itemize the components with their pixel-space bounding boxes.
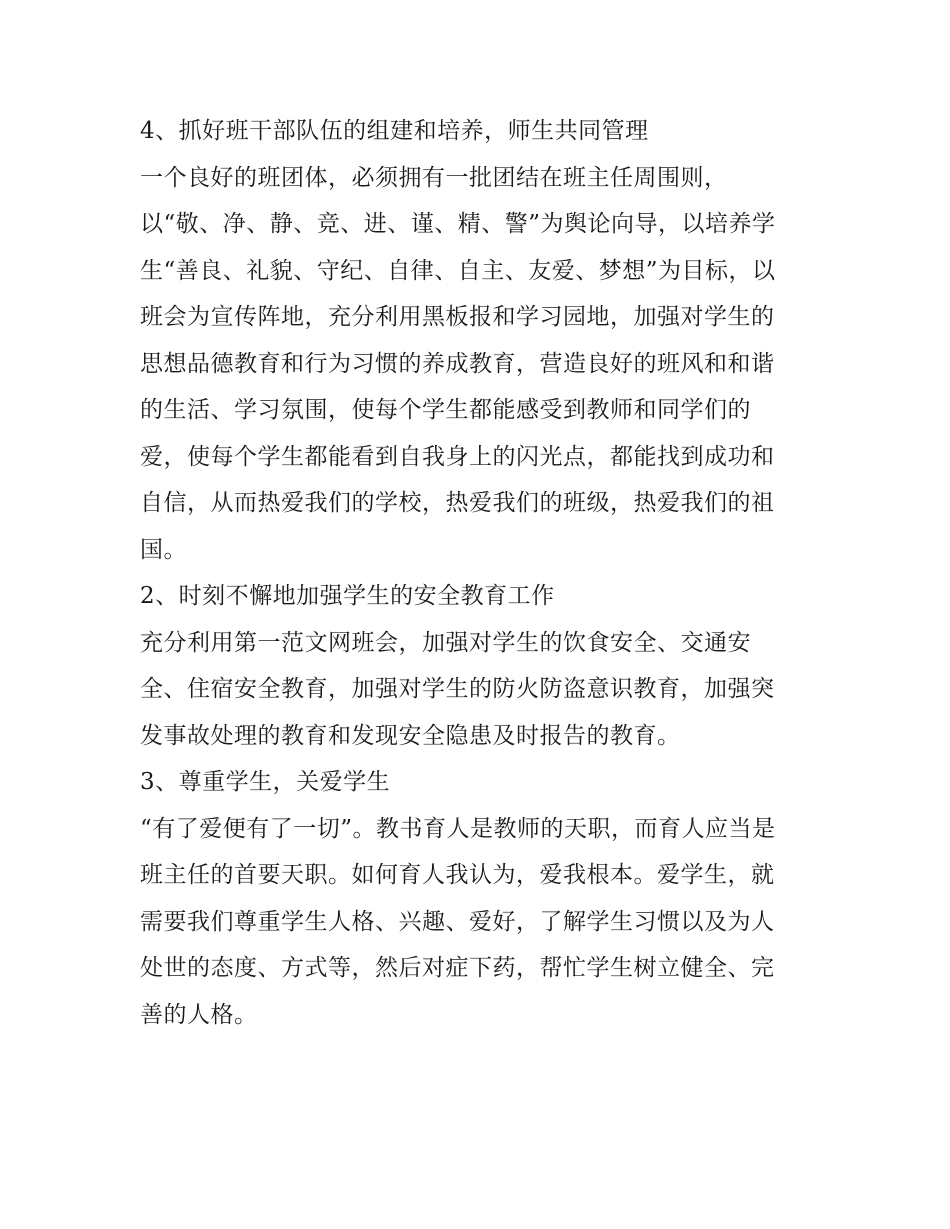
paragraph-line: 生“善良、礼貌、守纪、自律、自主、友爱、梦想”为目标，以 xyxy=(140,257,776,284)
section-heading: 2、时刻不懈地加强学生的安全教育工作 xyxy=(140,583,555,609)
paragraph-line: 处世的态度、方式等，然后对症下药，帮忙学生树立健全、完 xyxy=(140,955,775,981)
paragraph-line: 以“敬、净、静、竞、进、谨、精、警”为舆论向导，以培养学 xyxy=(140,211,776,237)
paragraph-line: 善的人格。 xyxy=(140,1001,258,1028)
section-heading: 4、抓好班干部队伍的组建和培养，师生共同管理 xyxy=(140,118,649,144)
document-body xyxy=(140,108,830,1038)
paragraph-line: 一个良好的班团体，必须拥有一批团结在班主任周围则， xyxy=(140,164,728,191)
paragraph-line: 充分利用第一范文网班会，加强对学生的饮食安全、交通安 xyxy=(140,629,751,656)
paragraph-line: 的生活、学习氛围，使每个学生都能感受到教师和同学们的 xyxy=(140,397,751,423)
section-heading: 3、尊重学生，关爱学生 xyxy=(140,769,391,795)
paragraph-line: 需要我们尊重学生人格、兴趣、爱好，了解学生习惯以及为人 xyxy=(140,908,775,935)
paragraph-line: 思想品德教育和行为习惯的养成教育，营造良好的班风和和谐 xyxy=(140,350,775,377)
paragraph-line: 班会为宣传阵地，充分利用黑板报和学习园地，加强对学生的 xyxy=(140,304,775,330)
paragraph-line: 全、住宿安全教育，加强对学生的防火防盗意识教育，加强突 xyxy=(140,676,775,702)
paragraph-line: 发事故处理的教育和发现安全隐患及时报告的教育。 xyxy=(140,722,681,749)
paragraph-line: 爱，使每个学生都能看到自我身上的闪光点，都能找到成功和 xyxy=(140,443,775,470)
paragraph-line: 班主任的首要天职。如何育人我认为，爱我根本。爱学生，就 xyxy=(140,862,775,888)
paragraph-line: “有了爱便有了一切”。教书育人是教师的天职，而育人应当是 xyxy=(140,815,776,842)
paragraph-line: 国。 xyxy=(140,536,187,563)
paragraph-line: 自信，从而热爱我们的学校，热爱我们的班级，热爱我们的祖 xyxy=(140,490,775,516)
